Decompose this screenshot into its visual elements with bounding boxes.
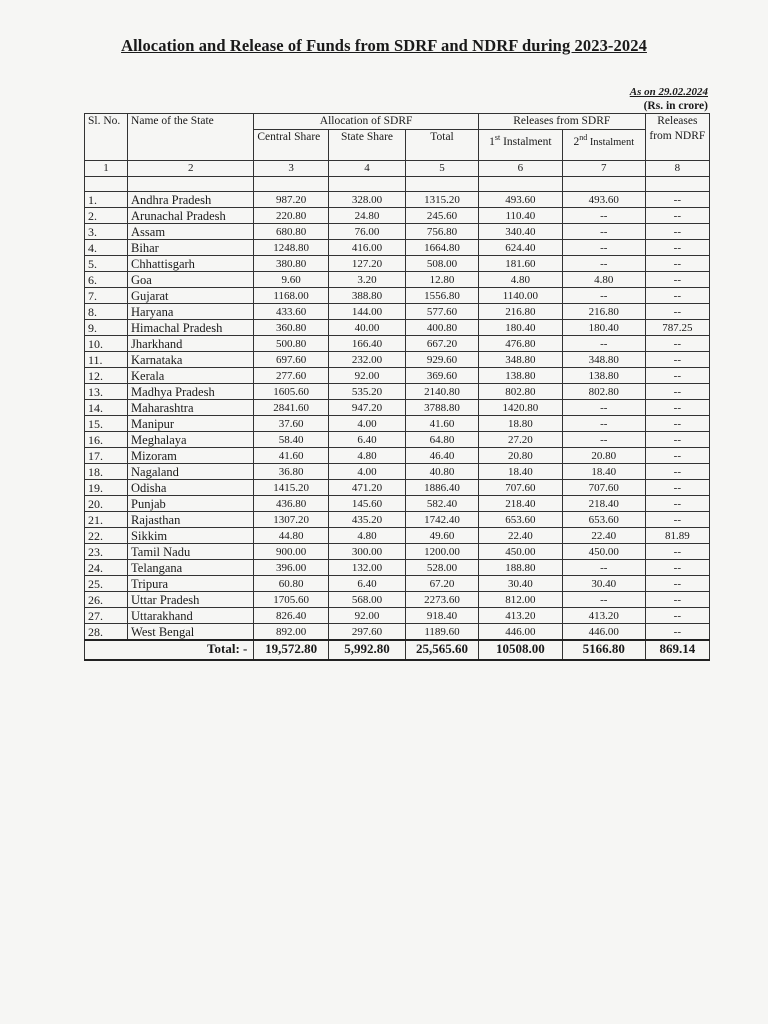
table-row	[85, 416, 710, 432]
total-allocation-value: 1886.40	[406, 480, 479, 496]
total-allocation-value: 12.80	[406, 272, 479, 288]
state-name: Uttarakhand	[128, 608, 254, 624]
serial-number: 28.	[85, 624, 128, 641]
ndrf-release-value: --	[645, 512, 709, 528]
state-name: Haryana	[128, 304, 254, 320]
total-allocation: 25,565.60	[406, 640, 479, 660]
state-share-value: 76.00	[328, 224, 405, 240]
central-share-value: 360.80	[254, 320, 328, 336]
serial-number: 27.	[85, 608, 128, 624]
table-row	[85, 224, 710, 240]
second-instalment-value: 22.40	[562, 528, 645, 544]
central-share-value: 1605.60	[254, 384, 328, 400]
state-share-value: 471.20	[328, 480, 405, 496]
central-share-value: 500.80	[254, 336, 328, 352]
state-name: Tamil Nadu	[128, 544, 254, 560]
total-second-instalment: 5166.80	[562, 640, 645, 660]
state-name: Andhra Pradesh	[128, 192, 254, 208]
header-first-instalment	[478, 130, 562, 161]
state-share-value: 297.60	[328, 624, 405, 641]
ndrf-release-value: 787.25	[645, 320, 709, 336]
serial-number: 8.	[85, 304, 128, 320]
first-instalment-value: 812.00	[478, 592, 562, 608]
serial-number: 26.	[85, 592, 128, 608]
serial-number: 17.	[85, 448, 128, 464]
first-instalment-value: 802.80	[478, 384, 562, 400]
total-allocation-value: 667.20	[406, 336, 479, 352]
table-row	[85, 592, 710, 608]
state-share-value: 144.00	[328, 304, 405, 320]
ndrf-release-value: --	[645, 496, 709, 512]
state-name: Himachal Pradesh	[128, 320, 254, 336]
state-name: Bihar	[128, 240, 254, 256]
ndrf-release-value: --	[645, 208, 709, 224]
table-row	[85, 288, 710, 304]
first-instalment-value: 4.80	[478, 272, 562, 288]
central-share-value: 60.80	[254, 576, 328, 592]
state-share-value: 145.60	[328, 496, 405, 512]
central-share-value: 380.80	[254, 256, 328, 272]
serial-number: 5.	[85, 256, 128, 272]
second-instalment-value: --	[562, 400, 645, 416]
total-central-share: 19,572.80	[254, 640, 328, 660]
state-share-value: 232.00	[328, 352, 405, 368]
second-instalment-value: --	[562, 336, 645, 352]
serial-number: 21.	[85, 512, 128, 528]
first-instalment-value: 20.80	[478, 448, 562, 464]
state-share-value: 568.00	[328, 592, 405, 608]
spacer-cell	[478, 177, 562, 192]
total-allocation-value: 1556.80	[406, 288, 479, 304]
first-instalment-value: 138.80	[478, 368, 562, 384]
central-share-value: 436.80	[254, 496, 328, 512]
unit-label: (Rs. in crore)	[643, 100, 708, 112]
first-instalment-value: 446.00	[478, 624, 562, 641]
serial-number: 3.	[85, 224, 128, 240]
total-allocation-value: 67.20	[406, 576, 479, 592]
table-row	[85, 464, 710, 480]
total-state-share: 5,992.80	[328, 640, 405, 660]
central-share-value: 987.20	[254, 192, 328, 208]
state-name: Chhattisgarh	[128, 256, 254, 272]
spacer-cell	[562, 177, 645, 192]
total-allocation-value: 3788.80	[406, 400, 479, 416]
total-allocation-value: 2273.60	[406, 592, 479, 608]
state-name: Sikkim	[128, 528, 254, 544]
second-instalment-value: --	[562, 288, 645, 304]
total-allocation-value: 577.60	[406, 304, 479, 320]
spacer-cell	[328, 177, 405, 192]
second-instalment-value: --	[562, 592, 645, 608]
header-second-instalment	[562, 130, 645, 161]
central-share-value: 1248.80	[254, 240, 328, 256]
table-row	[85, 480, 710, 496]
second-instalment-value: 20.80	[562, 448, 645, 464]
first-instalment-value: 493.60	[478, 192, 562, 208]
second-instalment-value: 450.00	[562, 544, 645, 560]
serial-number: 23.	[85, 544, 128, 560]
table-row	[85, 560, 710, 576]
serial-number: 16.	[85, 432, 128, 448]
table-row	[85, 192, 710, 208]
state-share-value: 4.80	[328, 448, 405, 464]
first-instalment-value: 476.80	[478, 336, 562, 352]
header-state-share: State Share	[328, 130, 405, 161]
second-instalment-value: --	[562, 256, 645, 272]
state-share-value: 3.20	[328, 272, 405, 288]
state-share-value: 4.80	[328, 528, 405, 544]
first-instalment-value: 18.80	[478, 416, 562, 432]
first-instalment-value: 30.40	[478, 576, 562, 592]
as-on-date: As on 29.02.2024	[629, 86, 708, 98]
state-share-value: 535.20	[328, 384, 405, 400]
total-row	[85, 640, 710, 660]
header-releases-ndrf: Releases from NDRF	[645, 114, 709, 161]
table-row	[85, 272, 710, 288]
total-allocation-value: 1742.40	[406, 512, 479, 528]
table-row	[85, 528, 710, 544]
first-instalment-value: 653.60	[478, 512, 562, 528]
header-central-share: Central Share	[254, 130, 328, 161]
first-instalment-value: 110.40	[478, 208, 562, 224]
state-share-value: 92.00	[328, 608, 405, 624]
table-row	[85, 432, 710, 448]
central-share-value: 58.40	[254, 432, 328, 448]
first-instalment-number: 1	[489, 135, 495, 148]
table-row	[85, 368, 710, 384]
funds-table	[84, 113, 710, 661]
column-number: 6	[478, 161, 562, 177]
ndrf-release-value: --	[645, 576, 709, 592]
total-allocation-value: 400.80	[406, 320, 479, 336]
first-instalment-value: 27.20	[478, 432, 562, 448]
total-allocation-value: 929.60	[406, 352, 479, 368]
ndrf-release-value: --	[645, 416, 709, 432]
first-instalment-value: 1140.00	[478, 288, 562, 304]
first-instalment-value: 218.40	[478, 496, 562, 512]
first-instalment-value: 450.00	[478, 544, 562, 560]
second-instalment-value: --	[562, 208, 645, 224]
state-name: Tripura	[128, 576, 254, 592]
state-share-value: 40.00	[328, 320, 405, 336]
state-name: Karnataka	[128, 352, 254, 368]
ndrf-release-value: --	[645, 464, 709, 480]
total-allocation-value: 49.60	[406, 528, 479, 544]
ndrf-release-value: --	[645, 368, 709, 384]
spacer-cell	[406, 177, 479, 192]
serial-number: 6.	[85, 272, 128, 288]
table-row	[85, 336, 710, 352]
second-instalment-value: 348.80	[562, 352, 645, 368]
table-row	[85, 512, 710, 528]
central-share-value: 697.60	[254, 352, 328, 368]
total-allocation-value: 528.00	[406, 560, 479, 576]
state-name: Telangana	[128, 560, 254, 576]
total-ndrf: 869.14	[645, 640, 709, 660]
total-allocation-value: 1664.80	[406, 240, 479, 256]
central-share-value: 44.80	[254, 528, 328, 544]
central-share-value: 900.00	[254, 544, 328, 560]
serial-number: 14.	[85, 400, 128, 416]
spacer-cell	[128, 177, 254, 192]
state-share-value: 416.00	[328, 240, 405, 256]
state-share-value: 947.20	[328, 400, 405, 416]
central-share-value: 220.80	[254, 208, 328, 224]
state-name: Manipur	[128, 416, 254, 432]
spacer-cell	[645, 177, 709, 192]
serial-number: 11.	[85, 352, 128, 368]
state-name: Madhya Pradesh	[128, 384, 254, 400]
state-share-value: 6.40	[328, 432, 405, 448]
first-instalment-value: 340.40	[478, 224, 562, 240]
spacer-row	[85, 177, 710, 192]
serial-number: 12.	[85, 368, 128, 384]
table-row	[85, 608, 710, 624]
column-number: 1	[85, 161, 128, 177]
second-instalment-value: --	[562, 224, 645, 240]
total-allocation-value: 918.40	[406, 608, 479, 624]
ndrf-release-value: --	[645, 336, 709, 352]
table-row	[85, 384, 710, 400]
first-instalment-value: 188.80	[478, 560, 562, 576]
second-instalment-label: Instalment	[587, 136, 635, 148]
state-share-value: 132.00	[328, 560, 405, 576]
column-number: 5	[406, 161, 479, 177]
first-instalment-value: 413.20	[478, 608, 562, 624]
serial-number: 10.	[85, 336, 128, 352]
total-first-instalment: 10508.00	[478, 640, 562, 660]
header-releases-sdrf: Releases from SDRF	[478, 114, 645, 130]
central-share-value: 2841.60	[254, 400, 328, 416]
first-instalment-value: 180.40	[478, 320, 562, 336]
header-total: Total	[406, 130, 479, 161]
total-allocation-value: 64.80	[406, 432, 479, 448]
total-label: Total: -	[85, 640, 254, 660]
table-row	[85, 576, 710, 592]
ndrf-release-value: --	[645, 304, 709, 320]
second-instalment-value: 493.60	[562, 192, 645, 208]
total-allocation-value: 508.00	[406, 256, 479, 272]
ndrf-release-value: --	[645, 560, 709, 576]
total-allocation-value: 245.60	[406, 208, 479, 224]
header-allocation-sdrf: Allocation of SDRF	[254, 114, 478, 130]
ndrf-release-value: --	[645, 608, 709, 624]
serial-number: 25.	[85, 576, 128, 592]
first-instalment-value: 1420.80	[478, 400, 562, 416]
ndrf-release-value: --	[645, 592, 709, 608]
second-instalment-value: 180.40	[562, 320, 645, 336]
central-share-value: 1168.00	[254, 288, 328, 304]
table-row	[85, 304, 710, 320]
state-share-value: 388.80	[328, 288, 405, 304]
total-allocation-value: 369.60	[406, 368, 479, 384]
first-instalment-value: 18.40	[478, 464, 562, 480]
column-number-row	[85, 161, 710, 177]
column-number: 8	[645, 161, 709, 177]
first-instalment-value: 707.60	[478, 480, 562, 496]
state-name: Maharashtra	[128, 400, 254, 416]
serial-number: 18.	[85, 464, 128, 480]
state-share-value: 6.40	[328, 576, 405, 592]
second-instalment-value: 4.80	[562, 272, 645, 288]
document-title: Allocation and Release of Funds from SDRF and NDRF during 2023-2024	[121, 36, 647, 55]
second-instalment-value: 218.40	[562, 496, 645, 512]
ndrf-release-value: --	[645, 352, 709, 368]
serial-number: 9.	[85, 320, 128, 336]
central-share-value: 396.00	[254, 560, 328, 576]
second-instalment-value: --	[562, 416, 645, 432]
spacer-cell	[254, 177, 328, 192]
central-share-value: 680.80	[254, 224, 328, 240]
state-name: Meghalaya	[128, 432, 254, 448]
ndrf-release-value: 81.89	[645, 528, 709, 544]
total-allocation-value: 1189.60	[406, 624, 479, 641]
central-share-value: 1415.20	[254, 480, 328, 496]
serial-number: 22.	[85, 528, 128, 544]
state-rows	[85, 192, 710, 641]
state-name: Arunachal Pradesh	[128, 208, 254, 224]
second-instalment-value: 653.60	[562, 512, 645, 528]
total-allocation-value: 40.80	[406, 464, 479, 480]
second-instalment-number: 2	[573, 135, 580, 148]
table-row	[85, 448, 710, 464]
ndrf-release-value: --	[645, 240, 709, 256]
total-allocation-value: 1200.00	[406, 544, 479, 560]
second-instalment-value: --	[562, 432, 645, 448]
state-name: Goa	[128, 272, 254, 288]
total-allocation-value: 582.40	[406, 496, 479, 512]
state-share-value: 300.00	[328, 544, 405, 560]
table-row	[85, 320, 710, 336]
serial-number: 4.	[85, 240, 128, 256]
table-row	[85, 240, 710, 256]
ndrf-release-value: --	[645, 544, 709, 560]
ndrf-release-value: --	[645, 400, 709, 416]
table-row	[85, 496, 710, 512]
second-instalment-value: 18.40	[562, 464, 645, 480]
ndrf-release-value: --	[645, 272, 709, 288]
second-instalment-value: 30.40	[562, 576, 645, 592]
state-name: Rajasthan	[128, 512, 254, 528]
ndrf-release-value: --	[645, 448, 709, 464]
state-share-value: 166.40	[328, 336, 405, 352]
second-instalment-value: 802.80	[562, 384, 645, 400]
second-instalment-value: 216.80	[562, 304, 645, 320]
state-name: Gujarat	[128, 288, 254, 304]
state-name: Odisha	[128, 480, 254, 496]
state-share-value: 4.00	[328, 416, 405, 432]
second-instalment-value: 707.60	[562, 480, 645, 496]
serial-number: 7.	[85, 288, 128, 304]
column-number: 4	[328, 161, 405, 177]
central-share-value: 41.60	[254, 448, 328, 464]
state-name: Mizoram	[128, 448, 254, 464]
state-name: Punjab	[128, 496, 254, 512]
ndrf-release-value: --	[645, 288, 709, 304]
ndrf-release-value: --	[645, 256, 709, 272]
first-instalment-value: 624.40	[478, 240, 562, 256]
first-instalment-value: 181.60	[478, 256, 562, 272]
table-row	[85, 624, 710, 641]
state-share-value: 4.00	[328, 464, 405, 480]
header-state-name: Name of the State	[128, 114, 254, 161]
table-row	[85, 256, 710, 272]
total-allocation-value: 46.40	[406, 448, 479, 464]
serial-number: 20.	[85, 496, 128, 512]
central-share-value: 826.40	[254, 608, 328, 624]
state-share-value: 328.00	[328, 192, 405, 208]
second-instalment-value: --	[562, 560, 645, 576]
spacer-cell	[85, 177, 128, 192]
ndrf-release-value: --	[645, 624, 709, 641]
second-instalment-value: 413.20	[562, 608, 645, 624]
first-instalment-suffix: st	[494, 133, 501, 142]
column-number: 2	[128, 161, 254, 177]
total-allocation-value: 756.80	[406, 224, 479, 240]
total-allocation-value: 1315.20	[406, 192, 479, 208]
first-instalment-value: 22.40	[478, 528, 562, 544]
table-row	[85, 208, 710, 224]
central-share-value: 9.60	[254, 272, 328, 288]
second-instalment-value: 446.00	[562, 624, 645, 641]
state-name: Assam	[128, 224, 254, 240]
state-name: Uttar Pradesh	[128, 592, 254, 608]
ndrf-release-value: --	[645, 192, 709, 208]
central-share-value: 433.60	[254, 304, 328, 320]
column-number: 3	[254, 161, 328, 177]
serial-number: 1.	[85, 192, 128, 208]
serial-number: 24.	[85, 560, 128, 576]
first-instalment-label: Instalment	[500, 135, 552, 148]
state-share-value: 92.00	[328, 368, 405, 384]
state-share-value: 24.80	[328, 208, 405, 224]
table-row	[85, 400, 710, 416]
second-instalment-value: 138.80	[562, 368, 645, 384]
state-share-value: 127.20	[328, 256, 405, 272]
state-name: West Bengal	[128, 624, 254, 641]
state-name: Kerala	[128, 368, 254, 384]
total-allocation-value: 2140.80	[406, 384, 479, 400]
first-instalment-value: 348.80	[478, 352, 562, 368]
second-instalment-suffix: nd	[579, 133, 588, 142]
header-sl-no: Sl. No.	[85, 114, 128, 161]
state-share-value: 435.20	[328, 512, 405, 528]
central-share-value: 1705.60	[254, 592, 328, 608]
first-instalment-value: 216.80	[478, 304, 562, 320]
ndrf-release-value: --	[645, 384, 709, 400]
central-share-value: 37.60	[254, 416, 328, 432]
serial-number: 15.	[85, 416, 128, 432]
serial-number: 19.	[85, 480, 128, 496]
central-share-value: 892.00	[254, 624, 328, 641]
central-share-value: 1307.20	[254, 512, 328, 528]
second-instalment-value: --	[562, 240, 645, 256]
serial-number: 13.	[85, 384, 128, 400]
state-name: Jharkhand	[128, 336, 254, 352]
state-name: Nagaland	[128, 464, 254, 480]
table-row	[85, 544, 710, 560]
serial-number: 2.	[85, 208, 128, 224]
central-share-value: 277.60	[254, 368, 328, 384]
total-allocation-value: 41.60	[406, 416, 479, 432]
column-number: 7	[562, 161, 645, 177]
central-share-value: 36.80	[254, 464, 328, 480]
ndrf-release-value: --	[645, 480, 709, 496]
table-row	[85, 352, 710, 368]
ndrf-release-value: --	[645, 224, 709, 240]
ndrf-release-value: --	[645, 432, 709, 448]
